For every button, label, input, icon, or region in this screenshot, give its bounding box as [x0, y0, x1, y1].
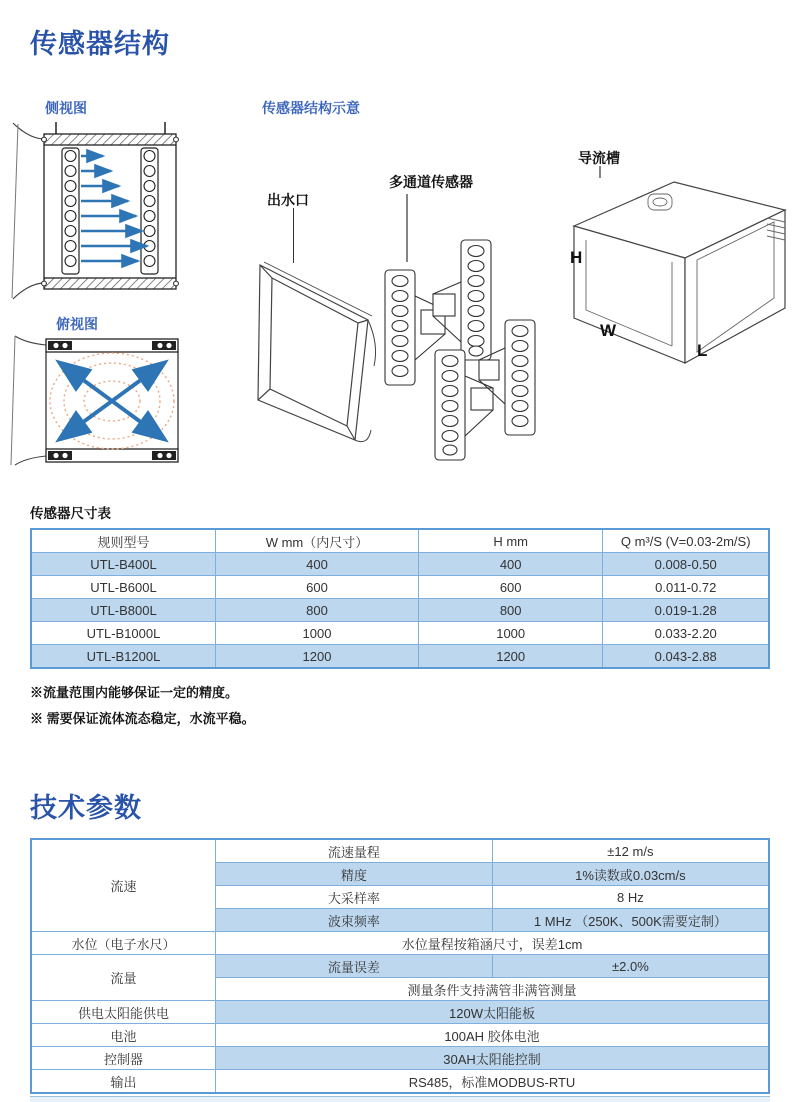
- multichannel-label: 多通道传感器: [389, 174, 473, 190]
- size-table-row: [31, 622, 769, 645]
- side-view-label: 侧视图: [45, 100, 87, 116]
- h-cell: 800: [418, 599, 603, 622]
- outlet-label: 出水口: [267, 192, 309, 208]
- size-table-header-row: [31, 529, 769, 553]
- param-group-level: 水位（电子水尺）: [31, 932, 216, 955]
- size-table-row: [31, 645, 769, 669]
- size-col-header-q: Q m³/S (V=0.03-2m/S): [603, 529, 769, 553]
- param-name: 精度: [216, 863, 493, 886]
- q-cell: 0.008-0.50: [603, 553, 769, 576]
- param-value: 1 MHz （250K、500K需要定制）: [492, 909, 769, 932]
- q-cell: 0.019-1.28: [603, 599, 769, 622]
- top-view-diagram: [8, 333, 188, 468]
- q-cell: 0.011-0.72: [603, 576, 769, 599]
- param-value: 120W太阳能板: [216, 1001, 770, 1024]
- size-table-row: [31, 576, 769, 599]
- multichannel-diagram: [375, 192, 555, 464]
- h-cell: 1200: [418, 645, 603, 669]
- tech-row-battery: [31, 1024, 769, 1047]
- q-cell: 0.043-2.88: [603, 645, 769, 669]
- tech-row-output: [31, 1070, 769, 1094]
- note-flow-stability: ※ 需要保证流体流态稳定，水流平稳。: [30, 711, 255, 726]
- w-cell: 800: [216, 599, 419, 622]
- param-name: 流速量程: [216, 839, 493, 863]
- duct-top-wall: [44, 134, 176, 145]
- section-title-sensor-structure: 传感器结构: [30, 29, 170, 59]
- cutoff-partial-row: [30, 1096, 770, 1102]
- h-cell: 400: [418, 553, 603, 576]
- dimension-w-label: W: [600, 321, 617, 340]
- dimension-l-label: L: [697, 341, 708, 360]
- outlet-leader-line: [293, 208, 294, 263]
- param-group-speed: 流速: [31, 839, 216, 932]
- param-value: 8 Hz: [492, 886, 769, 909]
- param-group-flow: 流量: [31, 955, 216, 1001]
- size-table-row: [31, 599, 769, 622]
- param-value: 1%读数或0.03cm/s: [492, 863, 769, 886]
- param-group-controller: 控制器: [31, 1047, 216, 1070]
- size-table-title: 传感器尺寸表: [30, 506, 111, 521]
- sensor-bar-bottom: [46, 449, 178, 462]
- note-flow-range: ※流量范围内能够保证一定的精度。: [30, 685, 239, 700]
- sensor-strip-left: [62, 148, 79, 274]
- w-cell: 1000: [216, 622, 419, 645]
- size-col-header-model: 规则型号: [31, 529, 216, 553]
- h-cell: 1000: [418, 622, 603, 645]
- model-cell: UTL-B800L: [31, 599, 216, 622]
- outlet-diagram: [248, 262, 383, 457]
- size-col-header-h: H mm: [418, 529, 603, 553]
- w-cell: 600: [216, 576, 419, 599]
- w-cell: 1200: [216, 645, 419, 669]
- model-cell: UTL-B1000L: [31, 622, 216, 645]
- tech-params-table: [30, 838, 770, 1094]
- param-group-output: 输出: [31, 1070, 216, 1094]
- param-value: RS485，标准MODBUS-RTU: [216, 1070, 770, 1094]
- w-cell: 400: [216, 553, 419, 576]
- param-group-battery: 电池: [31, 1024, 216, 1047]
- sensor-bar-top: [46, 339, 178, 352]
- section-title-tech-params: 技术参数: [30, 793, 142, 823]
- dimension-h-label: H: [570, 248, 583, 267]
- sensor-strip-right: [141, 148, 158, 274]
- size-col-header-w: W mm（内尺寸）: [216, 529, 419, 553]
- param-value: ±2.0%: [492, 955, 769, 978]
- beam-arrows: [81, 156, 147, 261]
- top-view-label: 俯视图: [56, 316, 98, 332]
- param-value: 100AH 胶体电池: [216, 1024, 770, 1047]
- model-cell: UTL-B600L: [31, 576, 216, 599]
- param-value: 水位量程按箱涵尺寸，误差1cm: [216, 932, 770, 955]
- param-group-power: 供电太阳能供电: [31, 1001, 216, 1024]
- channel-label: 导流槽: [578, 150, 620, 166]
- param-value: 测量条件支持满管非满管测量: [216, 978, 770, 1001]
- q-cell: 0.033-2.20: [603, 622, 769, 645]
- model-cell: UTL-B1200L: [31, 645, 216, 669]
- cross-beam-arrows: [60, 363, 164, 439]
- tech-row-controller: [31, 1047, 769, 1070]
- param-value: 30AH太阳能控制: [216, 1047, 770, 1070]
- param-name: 流量误差: [216, 955, 493, 978]
- h-cell: 600: [418, 576, 603, 599]
- side-view-diagram: [8, 120, 193, 305]
- tech-row-water-level: [31, 932, 769, 955]
- size-table-row: [31, 553, 769, 576]
- tech-row-power: [31, 1001, 769, 1024]
- sensor-strip-b: [433, 240, 491, 360]
- param-name: 大采样率: [216, 886, 493, 909]
- model-cell: UTL-B400L: [31, 553, 216, 576]
- param-name: 波束频率: [216, 909, 493, 932]
- param-value: ±12 m/s: [492, 839, 769, 863]
- tech-row-speed-range: [31, 839, 769, 863]
- channel-diagram: [552, 158, 797, 378]
- sensor-size-table: [30, 528, 770, 669]
- tech-row-flow-error: [31, 955, 769, 978]
- schematic-label: 传感器结构示意: [262, 100, 360, 116]
- duct-bottom-wall: [44, 278, 176, 289]
